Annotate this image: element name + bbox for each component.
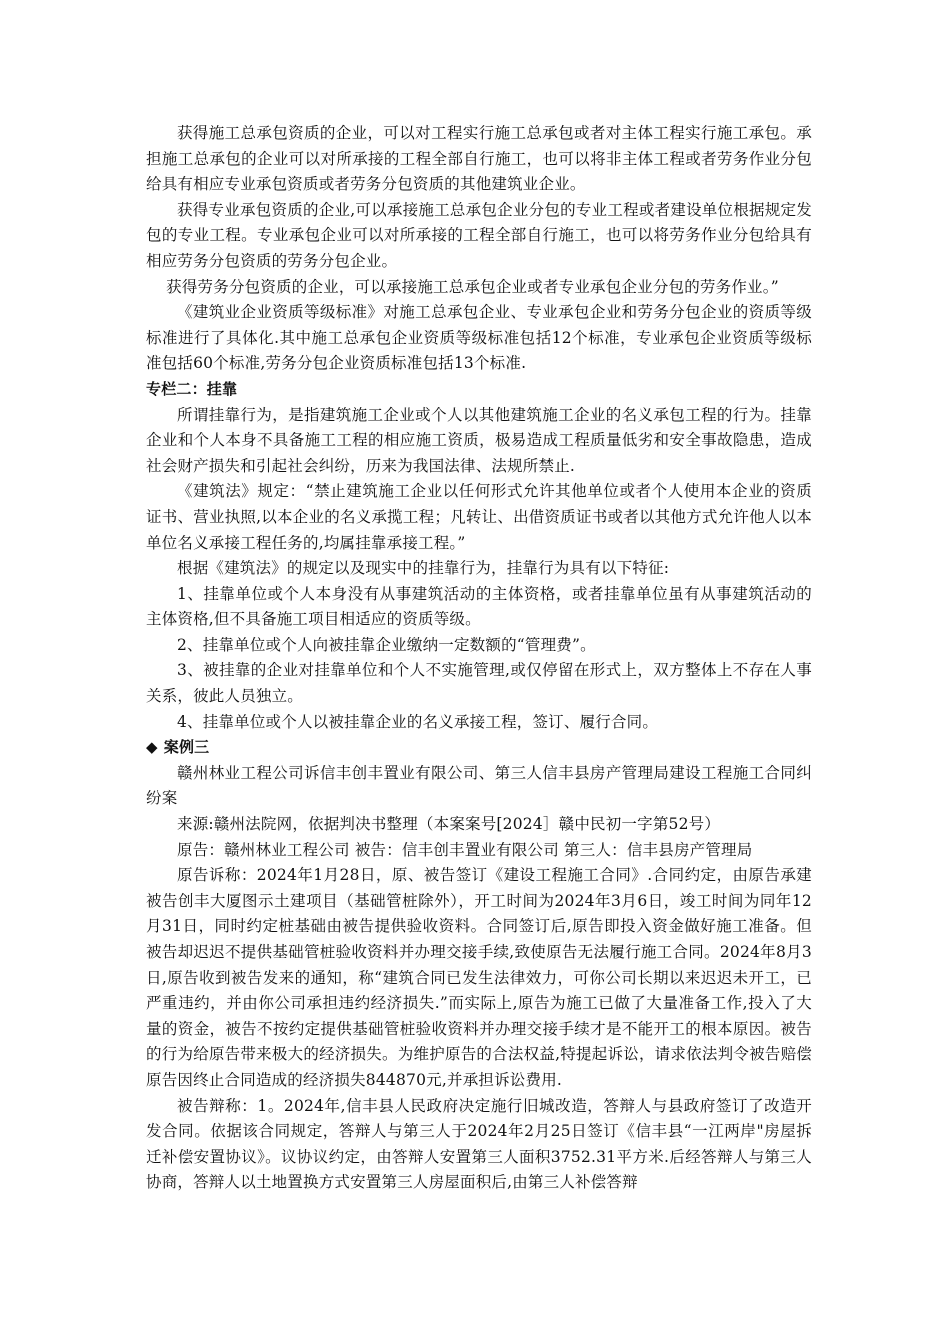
list-item-feature-4: 4、挂靠单位或个人以被挂靠企业的名义承接工程，签订、履行合同。 [177,712,659,731]
list-item-feature-2: 2、挂靠单位或个人向被挂靠企业缴纳一定数额的“管理费”。 [177,635,596,654]
case-heading [146,735,812,761]
paragraph-labor-subcontracting: 获得劳务分包资质的企业，可以承接施工总承包企业或者专业承包企业分包的劳务作业。” [166,277,779,296]
document-page [146,121,812,1196]
paragraph-general-contracting: 获得施工总承包资质的企业，可以对工程实行施工总承包或者对主体工程实行施工承包。承担施工总承包的企业可以对所承接的工程全部自行施工，也可以将非主体工程或者劳务作业分包给具有相应专业承包资质或者劳务分包资质的其他建筑业企业。 [146,124,812,194]
paragraph-specialty-contracting: 获得专业承包资质的企业,可以承接施工总承包企业分包的专业工程或者建设单位根据规定发包的专业工程。专业承包企业可以对所承接的工程全部自行施工，也可以将劳务作业分包给具有相应劳务分包资质的劳务分包企业。 [146,200,812,270]
defendant-reply: 被告辩称：1。2024年,信丰县人民政府决定施行旧城改造，答辩人与县政府签订了改造开发合同。依据该合同规定，答辩人与第三人于2024年2月25日签订《信丰县“一江两岸"房屋拆迁补偿安置协议》。议协议约定，由答辩人安置第三人面积3752.31平方米.后经答辩人与第三人协商，答辩人以土地置换方式安置第三人房屋面积后,由第三人补偿答辩 [146,1096,812,1192]
paragraph-affiliation-features-intro: 根据《建筑法》的规定以及现实中的挂靠行为，挂靠行为具有以下特征: [177,559,670,578]
paragraph-qualification-standards: 《建筑业企业资质等级标准》对施工总承包企业、专业承包企业和劳务分包企业的资质等级标准进行了具体化.其中施工总承包企业资质等级标准包括12个标准，专业承包企业资质等级标准包括60个标准,劳务分包企业资质标准包括13个标准. [146,303,812,373]
list-item-feature-3: 3、被挂靠的企业对挂靠单位和个人不实施管理,或仅停留在形式上，双方整体上不存在人事关系，彼此人员独立。 [146,661,812,706]
list-item-feature-1: 1、挂靠单位或个人本身没有从事建筑活动的主体资格，或者挂靠单位虽有从事建筑活动的主体资格,但不具备施工项目相适应的资质等级。 [146,584,812,629]
case-parties: 原告：赣州林业工程公司 被告：信丰创丰置业有限公司 第三人：信丰县房产管理局 [177,840,753,859]
paragraph-construction-law-quote: 《建筑法》规定：“禁止建筑施工企业以任何形式允许其他单位或者个人使用本企业的资质证书、营业执照,以本企业的名义承揽工程；凡转让、出借资质证书或者以其他方式允许他人以本单位名义承接工程任务的,均属挂靠承接工程。” [146,482,812,552]
paragraph-affiliation-definition: 所谓挂靠行为，是指建筑施工企业或个人以其他建筑施工企业的名义承包工程的行为。挂靠企业和个人本身不具备施工工程的相应施工资质，极易造成工程质量低劣和安全事故隐患，造成社会财产损失和引起社会纠纷，历来为我国法律、法规所禁止. [146,405,812,475]
case-heading-label: 案例三 [163,738,210,757]
case-source: 来源:赣州法院网，依据判决书整理（本案案号[2024］赣中民初一字第52号） [177,815,721,834]
plaintiff-claim: 原告诉称：2024年1月28日，原、被告签订《建设工程施工合同》.合同约定，由原告承建被告创丰大厦图示土建项目（基础管桩除外），开工时间为2024年3月6日，竣工时间为同年12月31日，同时约定桩基础由被告提供验收资料。合同签订后,原告即投入资金做好施工准备。但被告却迟迟不提供基础管桩验收资料并办理交接手续,致使原告无法履行施工合同。2024年8月3日,原告收到被告发来的通知，称“建筑合同已发生法律效力，可你公司长期以来迟迟未开工，已严重违约，并由你公司承担违约经济损失.”而实际上,原告为施工已做了大量准备工作,投入了大量的资金，被告不按约定提供基础管桩验收资料并办理交接手续才是不能开工的根本原因。被告的行为给原告带来极大的经济损失。为维护原告的合法权益,特提起诉讼，请求依法判令被告赔偿原告因终止合同造成的经济损失844870元,并承担诉讼费用. [146,866,812,1089]
case-title: 赣州林业工程公司诉信丰创丰置业有限公司、第三人信丰县房产管理局建设工程施工合同纠纷案 [146,763,812,808]
section-heading-affiliation: 专栏二：挂靠 [146,379,238,398]
diamond-bullet-icon: ◆ [146,738,158,757]
